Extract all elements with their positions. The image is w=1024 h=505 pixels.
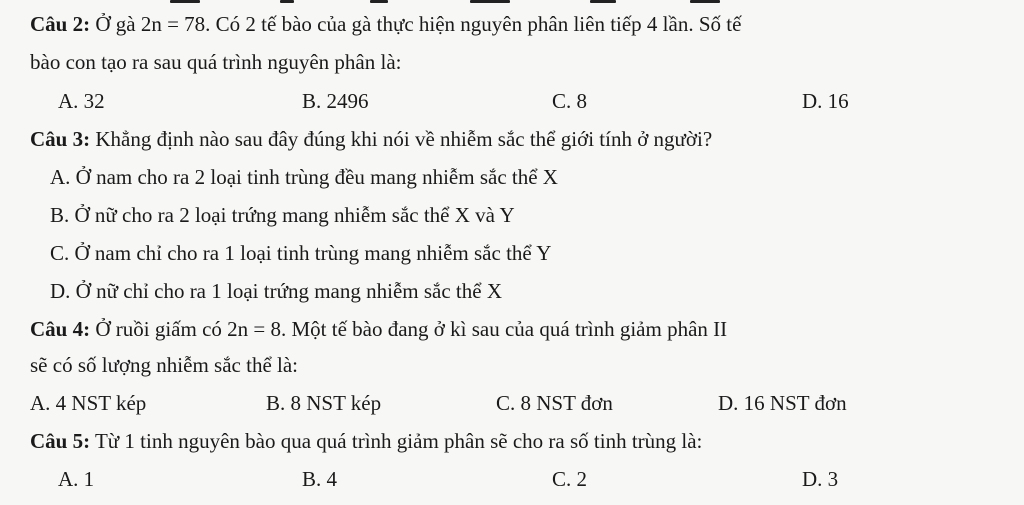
question-3-option-b: B. Ở nữ cho ra 2 loại trứng mang nhiễm sắc thể X và Y (50, 203, 515, 227)
question-2-option-d: D. 16 (802, 89, 849, 113)
question-4-option-d: D. 16 NST đơn (718, 391, 847, 415)
question-5-option-a: A. 1 (58, 467, 95, 491)
question-4-line-1 (30, 316, 727, 342)
question-4-line-2 (30, 352, 298, 378)
question-5-label: Câu 5: (30, 429, 91, 453)
question-4-text-cont: sẽ có số lượng nhiễm sắc thể là: (30, 353, 299, 377)
question-2-text-cont: bào con tạo ra sau quá trình nguyên phân là: (30, 50, 402, 74)
question-5-line-1 (30, 428, 702, 454)
question-3-option-a: A. Ở nam cho ra 2 loại tinh trùng đều mang nhiễm sắc thể X (50, 165, 558, 189)
question-3-option-c: C. Ở nam chỉ cho ra 1 loại tinh trùng mang nhiễm sắc thể Y (50, 241, 552, 265)
question-2-line-2 (30, 49, 401, 75)
question-4-option-a: A. 4 NST kép (30, 391, 147, 415)
question-2-label: Câu 2: (30, 12, 91, 36)
question-5-text: Từ 1 tinh nguyên bào qua quá trình giảm phân sẽ cho ra số tinh trùng là: (90, 429, 703, 453)
question-2-option-c: C. 8 (552, 89, 588, 113)
question-4-option-b: B. 8 NST kép (266, 391, 382, 415)
question-2-option-a: A. 32 (58, 89, 105, 113)
question-3-label: Câu 3: (30, 127, 91, 151)
question-5-option-b: B. 4 (302, 467, 338, 491)
question-2-line-1 (30, 11, 741, 37)
question-5-option-d: D. 3 (802, 467, 839, 491)
cropped-text-fragment (170, 0, 730, 4)
question-5-option-c: C. 2 (552, 467, 588, 491)
question-3-line-1 (30, 126, 712, 152)
question-4-text: Ở ruồi giấm có 2n = 8. Một tế bào đang ở kì sau của quá trình giảm phân II (90, 317, 728, 341)
question-2-text: Ở gà 2n = 78. Có 2 tế bào của gà thực hiện nguyên phân liên tiếp 4 lần. Số tế (90, 12, 742, 36)
question-3-option-d: D. Ở nữ chỉ cho ra 1 loại trứng mang nhiễm sắc thể X (50, 279, 502, 303)
question-4-label: Câu 4: (30, 317, 91, 341)
question-3-text: Khẳng định nào sau đây đúng khi nói về nhiễm sắc thể giới tính ở người? (90, 127, 713, 151)
question-2-option-b: B. 2496 (302, 89, 369, 113)
question-4-option-c: C. 8 NST đơn (496, 391, 613, 415)
